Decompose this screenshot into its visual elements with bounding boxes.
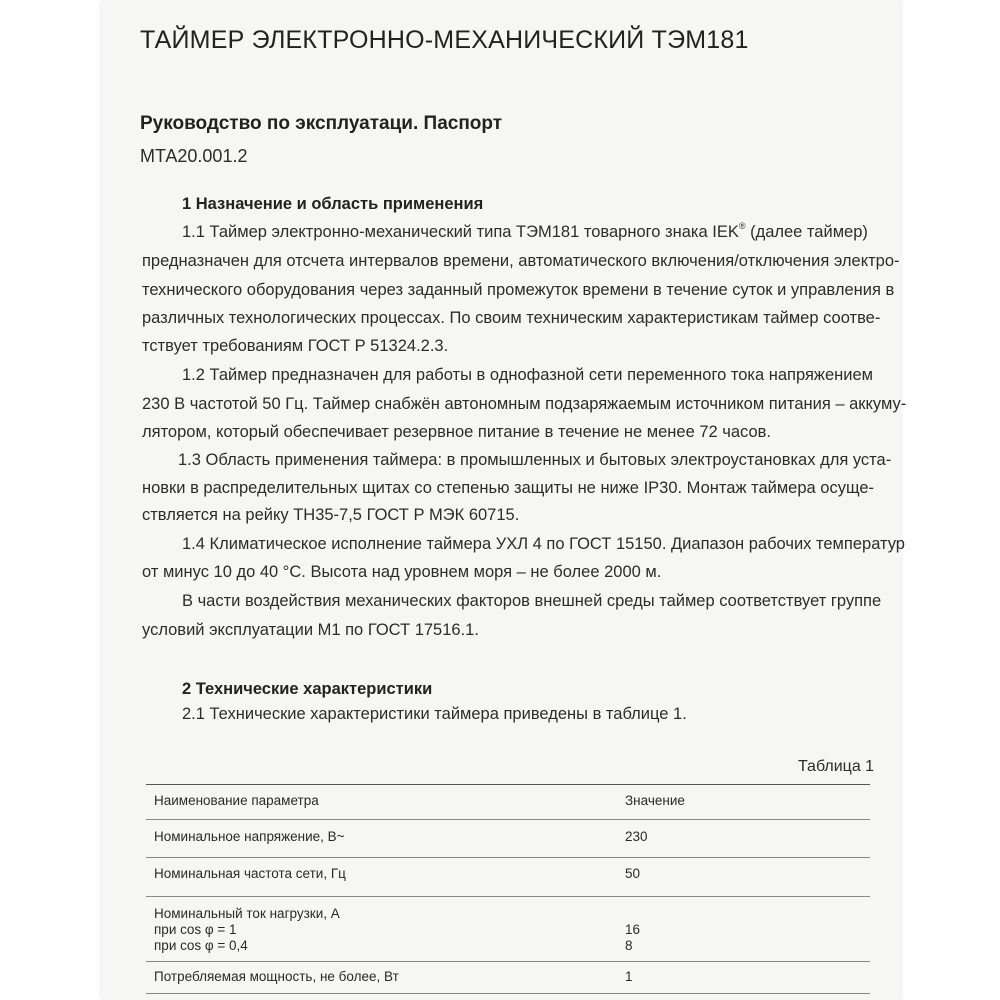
table-row — [146, 962, 870, 994]
row-value: 8 — [625, 938, 633, 953]
registered-mark: ® — [738, 221, 746, 231]
table-row — [146, 858, 870, 897]
paragraph-1-4-line-1: 1.4 Климатическое исполнение таймера УХЛ 4 по ГОСТ 15150. Диапазон рабочих температур — [182, 535, 905, 553]
row-value-group — [617, 897, 870, 962]
document-subtitle: Руководство по эксплуатаци. Паспорт — [140, 113, 503, 134]
row-param: Номинальная частота сети, Гц — [154, 866, 346, 881]
paragraph-1-3-line-1: 1.3 Область применения таймера: в промышленных и бытовых электроустановках для уста- — [178, 451, 892, 469]
paragraph-1-1-line-1 — [182, 223, 868, 242]
paragraph-1-2-line-1: 1.2 Таймер предназначен для работы в однофазной сети переменного тока напряжением — [182, 366, 873, 384]
table-caption: Таблица 1 — [798, 758, 875, 775]
row-value: 1 — [625, 969, 633, 984]
paragraph-1-2-line-3: лятором, который обеспечивает резервное питание в течение не менее 72 часов. — [142, 423, 772, 441]
paragraph-1-1-line-3: технического оборудования через заданный промежуток времени в течение суток и управления в — [142, 281, 895, 299]
row-value: 50 — [625, 866, 641, 881]
paragraph-1-3-line-2: новки в распределительных щитах со степенью защиты не ниже IP30. Монтаж таймера осуще- — [142, 479, 875, 497]
paragraph-1-1-line-4: различных технологических процессах. По своим техническим характеристикам таймер соотве- — [142, 309, 881, 327]
paragraph-2-1: 2.1 Технические характеристики таймера приведены в таблице 1. — [182, 705, 687, 723]
section-1-heading: 1 Назначение и область применения — [182, 195, 484, 213]
row-param: Номинальное напряжение, В~ — [154, 829, 345, 844]
specs-table — [146, 784, 870, 994]
paragraph-1-5-line-2: условий эксплуатации М1 по ГОСТ 17516.1. — [142, 621, 479, 639]
paragraph-1-5-line-1: В части воздействия механических факторов внешней среды таймер соответствует группе — [182, 592, 882, 610]
row-param-group — [146, 897, 617, 962]
paragraph-1-1-line-2: предназначен для отсчета интервалов времени, автоматического включения/отключения электро- — [142, 252, 900, 270]
paragraph-1-1-line-5: тствует требованиям ГОСТ Р 51324.2.3. — [142, 337, 449, 355]
table-row — [146, 897, 870, 962]
row-value: 16 — [625, 922, 641, 937]
section-2-heading: 2 Технические характеристики — [182, 680, 433, 698]
paragraph-1-1-line-1-text: 1.1 Таймер электронно-механический типа ТЭМ181 товарного знака IEK — [182, 223, 739, 241]
document-title: ТАЙМЕР ЭЛЕКТРОННО-МЕХАНИЧЕСКИЙ ТЭМ181 — [140, 26, 749, 54]
paragraph-1-2-line-2: 230 В частотой 50 Гц. Таймер снабжён автономным подзаряжаемым источником питания – аккуму- — [142, 395, 907, 413]
row-subparam: при cos φ = 0,4 — [154, 938, 248, 953]
header-value: Значение — [625, 793, 685, 808]
paragraph-1-4-line-2: от минус 10 до 40 °С. Высота над уровнем моря – не более 2000 м. — [142, 563, 662, 581]
row-subparam: при cos φ = 1 — [154, 922, 237, 937]
paragraph-1-3-line-3: ствляется на рейку ТН35-7,5 ГОСТ Р МЭК 60715. — [142, 506, 520, 524]
row-param: Потребляемая мощность, не более, Вт — [154, 969, 399, 984]
document-code: МТА20.001.2 — [140, 146, 248, 166]
row-value: 230 — [625, 829, 648, 844]
table-header-row — [146, 785, 870, 820]
table-row — [146, 820, 870, 858]
paragraph-1-1-line-1-end: (далее таймер) — [745, 223, 868, 241]
header-param: Наименование параметра — [154, 793, 319, 808]
row-param: Номинальный ток нагрузки, А — [154, 906, 340, 921]
